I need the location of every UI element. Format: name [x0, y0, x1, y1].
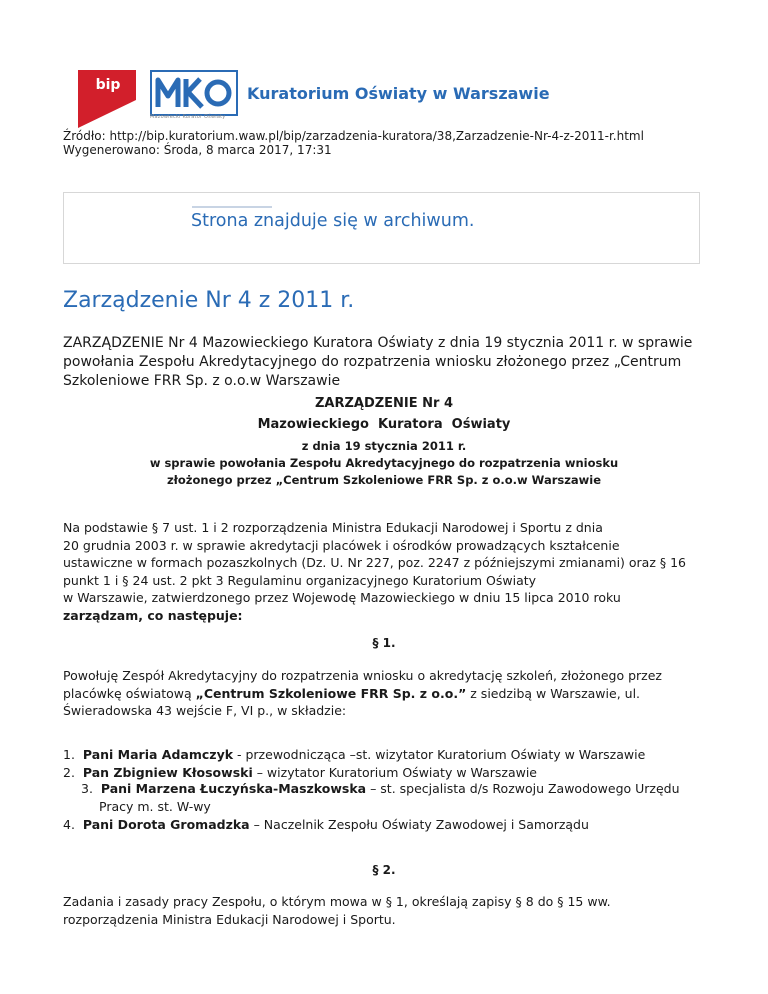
member-number: 4. — [63, 817, 75, 832]
member-number: 1. — [63, 747, 75, 762]
archive-divider — [192, 206, 272, 208]
section-2-paragraph — [63, 893, 713, 928]
member-list-item — [63, 817, 589, 832]
preamble-line: Na podstawie § 7 ust. 1 i 2 rozporządzenia Ministra Edukacji Narodowej i Sportu z dnia — [63, 520, 603, 535]
section-1-line: Powołuję Zespół Akredytacyjny do rozpatrzenia wniosku o akredytację szkoleń, złożonego przez — [63, 668, 662, 683]
section-2-line: rozporządzenia Ministra Edukacji Narodowej i Sportu. — [63, 911, 396, 927]
section-2-line: Zadania i zasady pracy Zespołu, o którym mowa w § 1, określają zapisy § 8 do § 15 ww. — [63, 894, 611, 909]
mko-caption: Mazowiecki Kurator Oświaty — [150, 114, 226, 120]
institution-name: „Centrum Szkoleniowe FRR Sp. z o.o.” — [195, 685, 467, 701]
preamble-line: ustawiczne w formach pozaszkolnych (Dz. U. Nr 227, poz. 2247 z późniejszymi zmianami) oraz § 16 — [63, 555, 687, 570]
source-url-line: Źródło: http://bip.kuratorium.waw.pl/bip/zarzadzenia-kuratora/38,Zarzadzenie-Nr-4-z-2011-r.html — [63, 129, 644, 143]
generated-date-line: Wygenerowano: Środa, 8 marca 2017, 17:31 — [63, 143, 332, 157]
member-role: – st. specjalista d/s Rozwoju Zawodowego Urzędu — [366, 781, 680, 796]
source-info — [63, 129, 644, 157]
decree-heading-authority: Mazowieckiego Kuratora Oświaty — [257, 417, 511, 432]
member-role: - przewodnicząca –st. wizytator Kuratorium Oświaty w Warszawie — [233, 747, 646, 762]
preamble-conclusion: zarządzam, co następuje: — [63, 607, 243, 623]
mko-logo — [150, 70, 238, 116]
section-1-text: placówkę oświatową — [63, 685, 196, 701]
bip-logo — [78, 70, 136, 128]
preamble — [63, 519, 713, 624]
member-name: Pani Dorota Gromadzka — [82, 817, 250, 832]
preamble-line: w Warszawie, zatwierdzonego przez Wojewodę Mazowieckiego w dniu 15 lipca 2010 roku — [63, 590, 621, 605]
decree-heading-subject: w sprawie powołania Zespołu Akredytacyjnego do rozpatrzenia wniosku — [149, 456, 619, 470]
member-name: Pan Zbigniew Kłosowski — [82, 765, 253, 780]
member-number: 2. — [63, 765, 75, 780]
section-1-line: Świeradowska 43 wejście F, VI p., w składzie: — [63, 703, 347, 718]
site-title: Kuratorium Oświaty w Warszawie — [247, 84, 550, 103]
member-role: – wizytator Kuratorium Oświaty w Warszawie — [252, 765, 537, 780]
member-name: Pani Marzena Łuczyńska-Maszkowska — [100, 781, 367, 796]
decree-heading-number: ZARZĄDZENIE Nr 4 — [314, 396, 454, 411]
member-list-item — [81, 781, 680, 796]
member-role-continued: Pracy m. st. W-wy — [99, 799, 211, 814]
section-1-line — [63, 685, 713, 703]
section-2-label: § 2. — [372, 863, 396, 877]
archive-text: Strona znajduje się w archiwum. — [191, 211, 475, 231]
section-1-paragraph — [63, 667, 713, 720]
member-list-item — [63, 747, 645, 762]
member-number: 3. — [81, 781, 93, 796]
archive-notice — [63, 192, 700, 264]
member-list-item — [63, 765, 537, 780]
bip-logo-text: bip — [95, 77, 121, 93]
preamble-line: 20 grudnia 2003 r. w sprawie akredytacji placówek i ośrodków prowadzących kształcenie — [63, 537, 620, 553]
decree-heading-subject-cont: złożonego przez „Centrum Szkoleniowe FRR Sp. z o.o.w Warszawie — [166, 473, 602, 487]
page-title: Zarządzenie Nr 4 z 2011 r. — [63, 288, 355, 313]
section-1-label: § 1. — [372, 636, 396, 650]
member-role: – Naczelnik Zespołu Oświaty Zawodowej i Samorządu — [249, 817, 589, 832]
member-name: Pani Maria Adamczyk — [82, 747, 234, 762]
preamble-line: punkt 1 i § 24 ust. 2 pkt 3 Regulaminu organizacyjnego Kuratorium Oświaty — [63, 572, 537, 588]
document-lead: ZARZĄDZENIE Nr 4 Mazowieckiego Kuratora Oświaty z dnia 19 stycznia 2011 r. w sprawie powołania Zespołu Akredytacyjnego do rozpatrzenia wniosku złożonego przez „Centrum Szkoleniowe FRR Sp. z o.o.w Warszawie — [63, 335, 693, 389]
section-1-text: z siedzibą w Warszawie, ul. — [466, 685, 641, 701]
decree-heading-date: z dnia 19 stycznia 2011 r. — [301, 439, 467, 453]
